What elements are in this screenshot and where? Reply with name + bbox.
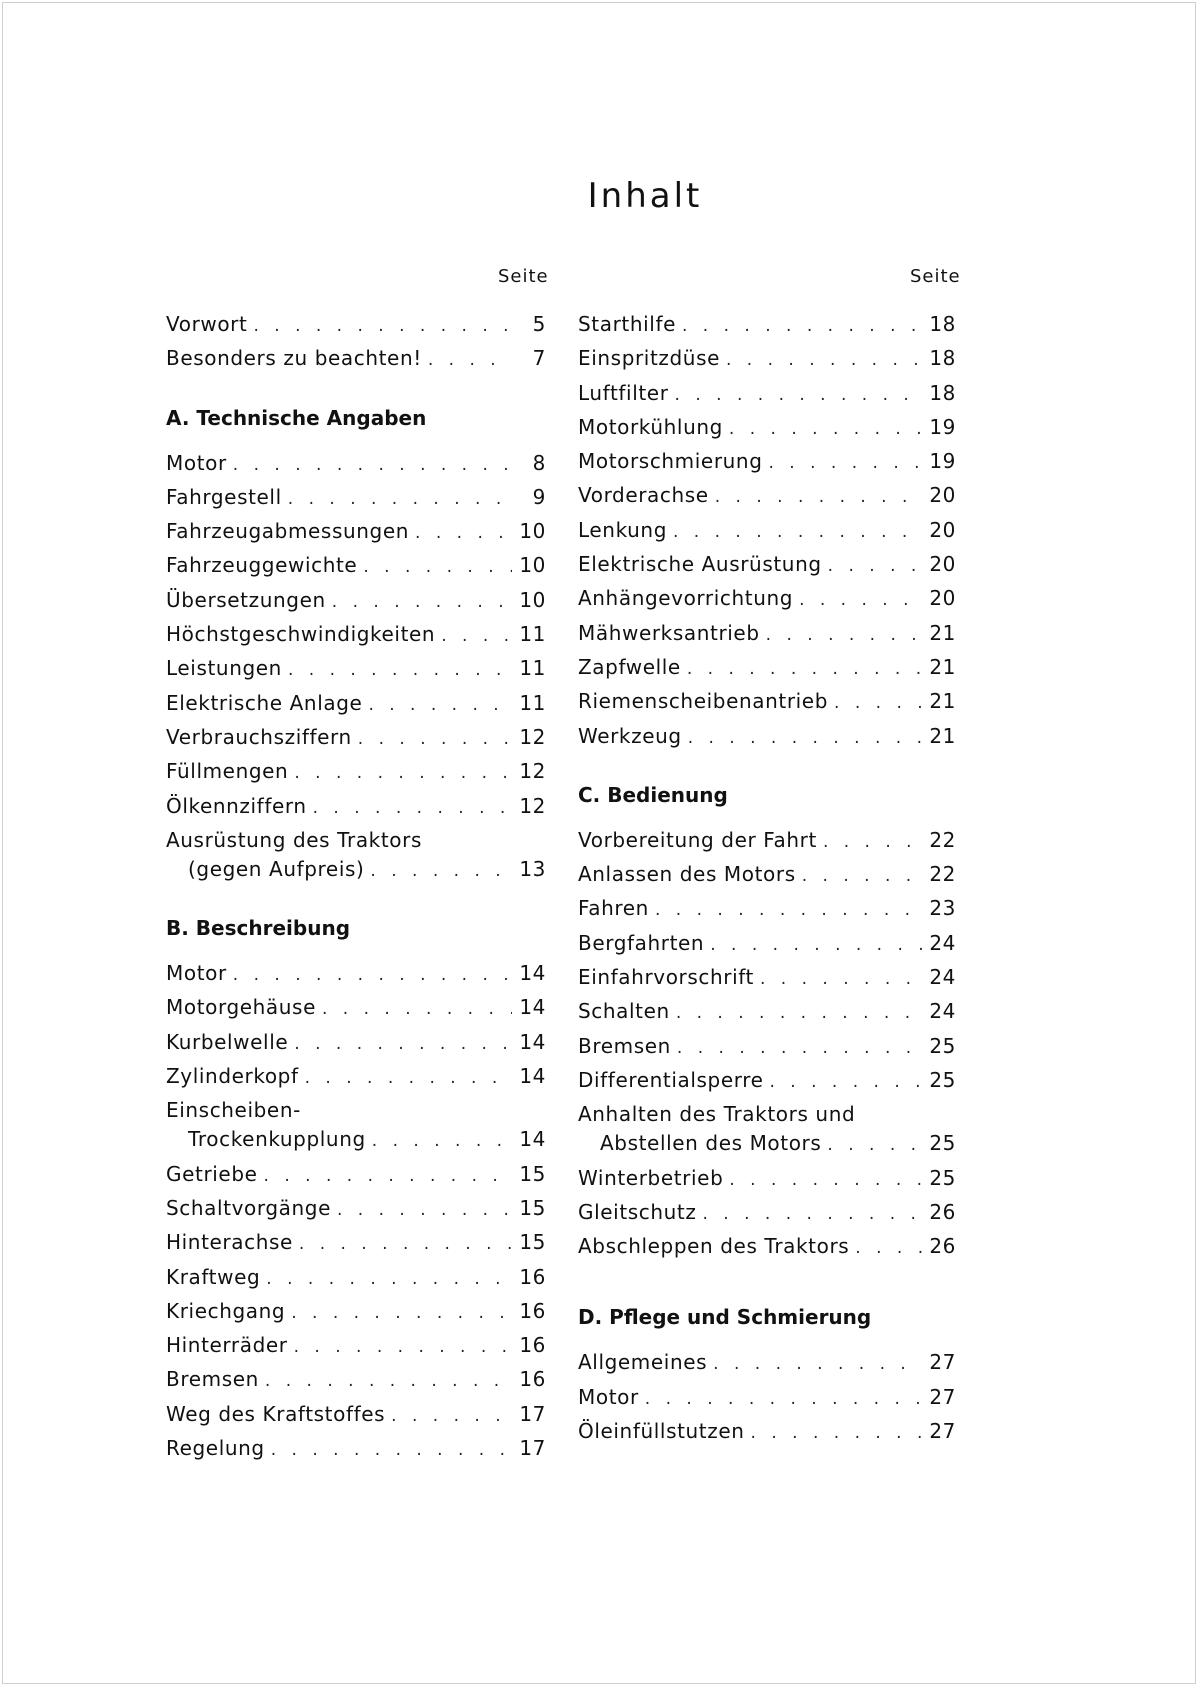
toc-entry-page: 27	[929, 1419, 956, 1444]
toc-entry[interactable]	[578, 381, 956, 415]
toc-entry-label: Kurbelwelle	[166, 1029, 289, 1054]
toc-entry[interactable]	[578, 999, 956, 1033]
toc-entry-page: 24	[929, 999, 956, 1024]
section-d-entries	[578, 1350, 956, 1453]
toc-entry[interactable]	[578, 862, 956, 896]
toc-entry[interactable]	[166, 1402, 546, 1436]
toc-entry[interactable]	[166, 312, 546, 346]
leader-dots	[834, 693, 922, 713]
toc-entry-page: 21	[929, 689, 956, 714]
leader-dots	[265, 1371, 512, 1391]
toc-entry[interactable]	[578, 312, 956, 346]
toc-entry-page: 14	[519, 1029, 546, 1054]
toc-entry-label: Winterbetrieb	[578, 1165, 724, 1190]
toc-entry-label-line1: Einscheiben-	[166, 1098, 301, 1123]
leader-dots	[428, 350, 512, 370]
leader-dots	[729, 1170, 922, 1190]
leader-dots	[676, 1003, 922, 1023]
toc-entry-page: 25	[929, 1131, 956, 1156]
toc-entry[interactable]	[166, 451, 546, 485]
leader-dots	[802, 866, 922, 886]
toc-entry-label: Motor	[166, 961, 227, 986]
toc-entry[interactable]	[166, 1230, 546, 1264]
toc-entry-page: 16	[519, 1333, 546, 1358]
leader-dots	[655, 900, 922, 920]
toc-entry-label: Fahrgestell	[166, 484, 282, 509]
toc-entry-label: Fahrzeugabmessungen	[166, 519, 410, 544]
toc-entry-label: Werkzeug	[578, 723, 682, 748]
toc-entry[interactable]	[166, 1162, 546, 1196]
leader-dots	[313, 798, 512, 818]
toc-column-left	[166, 312, 546, 1470]
toc-entry[interactable]	[578, 346, 956, 380]
page-title: Inhalt	[587, 176, 703, 216]
toc-entry-page: 11	[519, 622, 546, 647]
toc-entry-label: Bremsen	[166, 1367, 259, 1392]
leader-dots	[715, 487, 922, 507]
toc-entry-page: 19	[929, 414, 956, 439]
leader-dots	[645, 1389, 922, 1409]
toc-entry[interactable]	[578, 1034, 956, 1068]
leader-dots	[828, 556, 922, 576]
leader-dots	[294, 1337, 512, 1357]
leader-dots	[823, 832, 922, 852]
toc-entry[interactable]	[578, 552, 956, 586]
toc-entry-page: 16	[519, 1298, 546, 1323]
toc-entry-label: Hinterachse	[166, 1230, 293, 1255]
toc-entry[interactable]	[166, 346, 546, 380]
toc-entry-label: Besonders zu beachten!	[166, 346, 422, 371]
toc-entry-label: Einspritzdüse	[578, 346, 720, 371]
toc-entry[interactable]	[166, 1196, 546, 1230]
leader-dots	[713, 1354, 922, 1374]
toc-entry[interactable]	[166, 1299, 546, 1333]
toc-entry-page: 21	[929, 620, 956, 645]
toc-entry-label: Gleitschutz	[578, 1199, 697, 1224]
leader-dots	[294, 1034, 512, 1054]
leader-dots	[770, 1072, 923, 1092]
toc-entry-label-line1: Ausrüstung des Traktors	[166, 827, 422, 852]
toc-entry-page: 10	[519, 519, 546, 544]
toc-entry-label: Fahrzeuggewichte	[166, 553, 358, 578]
leader-dots	[688, 728, 922, 748]
leader-dots	[253, 316, 512, 336]
toc-entry[interactable]	[578, 896, 956, 930]
leader-dots	[673, 522, 922, 542]
toc-entry[interactable]	[166, 1064, 546, 1098]
toc-entry-label: Motorkühlung	[578, 414, 723, 439]
toc-entry-label: Motor	[166, 450, 227, 475]
leader-dots	[710, 935, 922, 955]
toc-entry-page: 9	[532, 484, 546, 509]
toc-entry[interactable]	[166, 759, 546, 793]
toc-entry-label-line2: Trockenkupplung	[188, 1127, 366, 1152]
toc-entry[interactable]	[578, 1350, 956, 1384]
toc-entry-page: 27	[929, 1350, 956, 1375]
toc-entry-page: 18	[929, 346, 956, 371]
leader-dots	[322, 999, 512, 1019]
section-b-entries-1	[166, 961, 546, 1098]
toc-entry-label: Differentialsperre	[578, 1067, 764, 1092]
toc-entry-label: Übersetzungen	[166, 587, 326, 612]
toc-entry-page: 25	[929, 1067, 956, 1092]
toc-entry-label-line2: Abstellen des Motors	[600, 1131, 822, 1156]
leader-dots	[368, 695, 512, 715]
toc-entry-page: 22	[929, 827, 956, 852]
toc-entry[interactable]	[166, 961, 546, 995]
leader-dots	[358, 729, 512, 749]
toc-entry-multiline[interactable]	[166, 1098, 546, 1161]
toc-entry-label-line2: (gegen Aufpreis)	[188, 856, 365, 881]
toc-column-right	[578, 312, 956, 1453]
toc-entry[interactable]	[578, 415, 956, 449]
section-heading-c: C. Bedienung	[578, 782, 728, 807]
toc-entry-page: 21	[929, 723, 956, 748]
leader-dots	[372, 1131, 512, 1151]
toc-entry-label: Schalten	[578, 999, 670, 1024]
toc-entry-label: Höchstgeschwindigkeiten	[166, 622, 436, 647]
toc-entry[interactable]	[166, 725, 546, 759]
toc-entry-page: 25	[929, 1033, 956, 1058]
toc-entry-page: 8	[532, 450, 546, 475]
toc-entry-label: Bergfahrten	[578, 930, 705, 955]
toc-entry-page: 10	[519, 587, 546, 612]
leader-dots	[294, 763, 512, 783]
toc-entry-label: Bremsen	[578, 1033, 671, 1058]
toc-entry-page: 16	[519, 1367, 546, 1392]
toc-entry-page: 24	[929, 965, 956, 990]
leader-dots	[305, 1068, 512, 1088]
front-entries	[166, 312, 546, 381]
section-c-entries-2	[578, 1166, 956, 1269]
toc-entry-page: 21	[929, 654, 956, 679]
toc-entry-page: 24	[929, 930, 956, 955]
section-b-entries-2	[166, 1162, 546, 1471]
toc-entry-page: 20	[929, 517, 956, 542]
toc-entry[interactable]	[578, 1200, 956, 1234]
toc-entry-label: Motorgehäuse	[166, 995, 316, 1020]
toc-entry-multiline[interactable]	[166, 828, 546, 891]
leader-dots	[682, 316, 922, 336]
toc-entry-label: Leistungen	[166, 656, 282, 681]
leader-dots	[441, 626, 512, 646]
toc-entry-page: 12	[519, 793, 546, 818]
leader-dots	[233, 455, 512, 475]
leader-dots	[288, 660, 512, 680]
toc-entry-label: Füllmengen	[166, 759, 289, 784]
toc-entry-multiline[interactable]	[578, 1102, 956, 1165]
toc-entry-page: 26	[929, 1234, 956, 1259]
toc-entry[interactable]	[578, 965, 956, 999]
toc-entry[interactable]	[166, 553, 546, 587]
toc-entry[interactable]	[166, 691, 546, 725]
leader-dots	[271, 1440, 512, 1460]
toc-entry[interactable]	[166, 656, 546, 690]
leader-dots	[291, 1303, 512, 1323]
toc-entry-label: Vorbereitung der Fahrt	[578, 827, 817, 852]
leader-dots	[266, 1269, 512, 1289]
toc-entry[interactable]	[578, 828, 956, 862]
leader-dots	[751, 1423, 922, 1443]
toc-entry-page: 13	[519, 856, 546, 881]
toc-entry[interactable]	[578, 724, 956, 758]
toc-entry-page: 22	[929, 862, 956, 887]
toc-entry[interactable]	[166, 1030, 546, 1064]
toc-entry[interactable]	[166, 588, 546, 622]
toc-entry[interactable]	[578, 483, 956, 517]
leader-dots	[726, 350, 922, 370]
leader-dots	[677, 1038, 922, 1058]
toc-entry[interactable]	[166, 794, 546, 828]
leader-dots	[827, 1135, 922, 1155]
toc-entry-page: 15	[519, 1230, 546, 1255]
toc-entry-page: 20	[929, 552, 956, 577]
toc-entry[interactable]	[166, 1333, 546, 1367]
toc-entry-label: Elektrische Ausrüstung	[578, 552, 822, 577]
toc-entry-page: 20	[929, 483, 956, 508]
toc-entry-page: 18	[929, 380, 956, 405]
leader-dots	[769, 453, 923, 473]
section-heading-a: A. Technische Angaben	[166, 405, 427, 430]
toc-entry-page: 23	[929, 896, 956, 921]
toc-entry[interactable]	[166, 622, 546, 656]
toc-entry-label: Luftfilter	[578, 380, 669, 405]
page-column-header-left: Seite	[498, 266, 549, 287]
toc-entry-page: 17	[519, 1436, 546, 1461]
leader-dots	[766, 625, 922, 645]
toc-entry[interactable]	[578, 1419, 956, 1453]
toc-entry-label: Weg des Kraftstoffes	[166, 1401, 386, 1426]
toc-entry-label: Vorwort	[166, 312, 248, 336]
toc-entry-label: Vorderachse	[578, 483, 709, 508]
toc-entry-page: 11	[519, 690, 546, 715]
toc-entry-page: 14	[519, 1127, 546, 1152]
leader-dots	[702, 1204, 922, 1224]
toc-entry-label: Kraftweg	[166, 1264, 261, 1289]
toc-entry-label: Hinterräder	[166, 1333, 288, 1358]
toc-entry-label: Zylinderkopf	[166, 1064, 299, 1089]
leader-dots	[760, 969, 922, 989]
section-heading-b: B. Beschreibung	[166, 916, 351, 941]
leader-dots	[233, 965, 512, 985]
toc-entry-page: 5	[532, 312, 546, 336]
toc-entry[interactable]	[578, 518, 956, 552]
toc-entry-label: Anhängevorrichtung	[578, 586, 794, 611]
toc-entry[interactable]	[578, 586, 956, 620]
toc-entry[interactable]	[166, 995, 546, 1029]
toc-entry-page: 25	[929, 1165, 956, 1190]
toc-entry-label: Starthilfe	[578, 312, 676, 336]
toc-entry-page: 12	[519, 759, 546, 784]
toc-entry-page: 15	[519, 1161, 546, 1186]
toc-entry-label: Mähwerksantrieb	[578, 620, 760, 645]
toc-entry-label: Einfahrvorschrift	[578, 965, 754, 990]
toc-entry-label: Anlassen des Motors	[578, 862, 796, 887]
leader-dots	[363, 557, 512, 577]
toc-entry-label: Abschleppen des Traktors	[578, 1234, 850, 1259]
toc-entry[interactable]	[578, 1166, 956, 1200]
toc-entry-page: 12	[519, 724, 546, 749]
toc-entry-label: Zapfwelle	[578, 654, 681, 679]
toc-entry-page: 27	[929, 1384, 956, 1409]
toc-entry[interactable]	[166, 485, 546, 519]
toc-entry-label: Motorschmierung	[578, 449, 763, 474]
toc-entry-label: Kriechgang	[166, 1298, 286, 1323]
toc-entry[interactable]	[578, 1385, 956, 1419]
toc-entry-label: Regelung	[166, 1436, 265, 1461]
toc-entry-label: Schaltvorgänge	[166, 1195, 331, 1220]
toc-entry-label: Elektrische Anlage	[166, 690, 363, 715]
toc-entry[interactable]	[166, 519, 546, 553]
toc-entry-page: 14	[519, 995, 546, 1020]
toc-entry[interactable]	[578, 1234, 956, 1268]
toc-entry-page: 7	[532, 346, 546, 371]
toc-entry-page: 26	[929, 1199, 956, 1224]
toc-entry-label: Motor	[578, 1384, 639, 1409]
toc-entry[interactable]	[578, 655, 956, 689]
leader-dots	[264, 1166, 512, 1186]
toc-entry[interactable]	[166, 1265, 546, 1299]
toc-entry-page: 20	[929, 586, 956, 611]
leader-dots	[391, 1406, 512, 1426]
section-a-entries	[166, 451, 546, 828]
toc-entry-label: Getriebe	[166, 1161, 258, 1186]
section-b-continued-entries	[578, 312, 956, 758]
toc-entry-page: 18	[929, 312, 956, 336]
leader-dots	[675, 385, 922, 405]
toc-entry-label: Lenkung	[578, 517, 667, 542]
leader-dots	[415, 523, 512, 543]
toc-entry[interactable]	[578, 449, 956, 483]
toc-entry-label: Allgemeines	[578, 1350, 708, 1375]
toc-entry-label: Öleinfüllstutzen	[578, 1419, 745, 1444]
toc-entry-page: 15	[519, 1195, 546, 1220]
toc-entry-label: Riemenscheibenantrieb	[578, 689, 829, 714]
leader-dots	[332, 592, 512, 612]
toc-entry[interactable]	[578, 621, 956, 655]
toc-entry-page: 11	[519, 656, 546, 681]
leader-dots	[337, 1200, 512, 1220]
toc-entry[interactable]	[578, 1068, 956, 1102]
toc-entry-page: 16	[519, 1264, 546, 1289]
leader-dots	[288, 489, 512, 509]
toc-entry[interactable]	[166, 1367, 546, 1401]
section-heading-d: D. Pflege und Schmierung	[578, 1305, 872, 1330]
toc-entry-page: 10	[519, 553, 546, 578]
leader-dots	[799, 590, 922, 610]
leader-dots	[299, 1234, 512, 1254]
toc-entry[interactable]	[578, 931, 956, 965]
toc-entry-page: 19	[929, 449, 956, 474]
leader-dots	[855, 1238, 922, 1258]
toc-entry-label: Verbrauchsziffern	[166, 724, 352, 749]
toc-entry-page: 14	[519, 961, 546, 986]
toc-entry[interactable]	[578, 689, 956, 723]
page-column-header-right: Seite	[910, 266, 961, 287]
toc-entry[interactable]	[166, 1436, 546, 1470]
leader-dots	[729, 419, 922, 439]
toc-entry-page: 14	[519, 1064, 546, 1089]
leader-dots	[370, 861, 512, 881]
toc-entry-page: 17	[519, 1401, 546, 1426]
toc-entry-label-line1: Anhalten des Traktors und	[578, 1102, 856, 1127]
toc-entry-label: Fahren	[578, 896, 649, 921]
leader-dots	[687, 659, 922, 679]
section-c-entries-1	[578, 828, 956, 1102]
toc-entry-label: Ölkennziffern	[166, 793, 307, 818]
